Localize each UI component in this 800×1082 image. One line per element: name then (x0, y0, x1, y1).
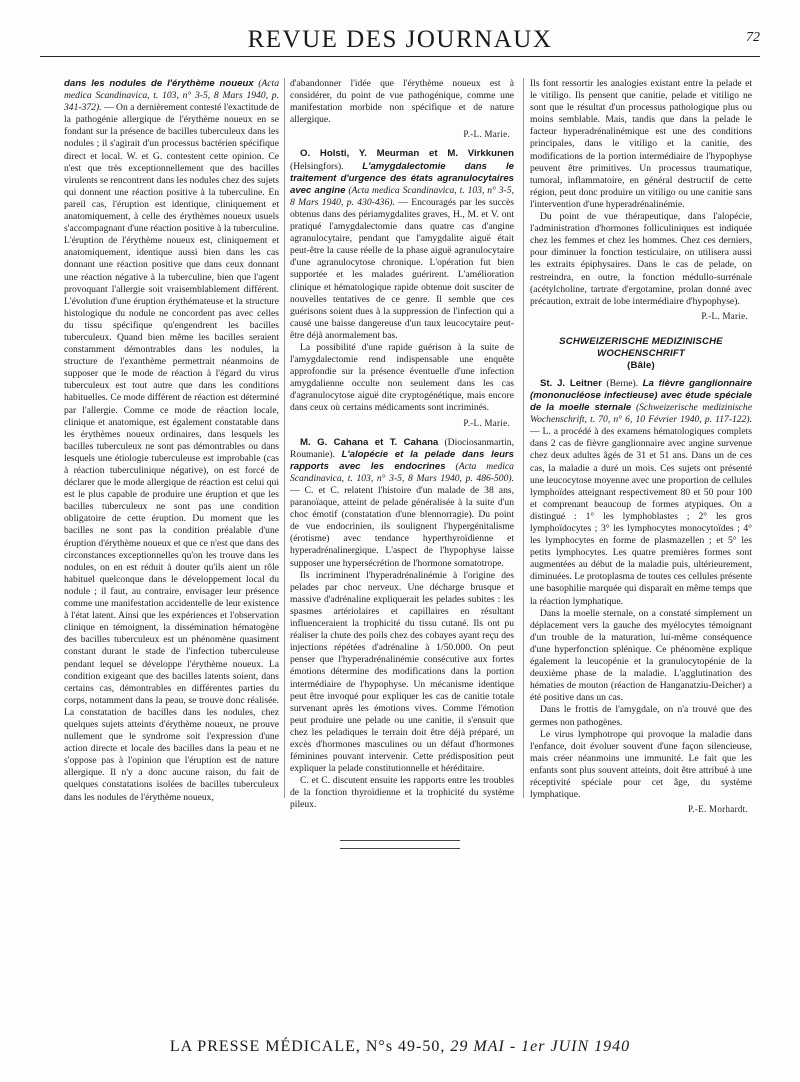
article-paragraph: Ils incriminent l'hyperadrénalinémie à l'origine des pelades par choc nerveux. Une décharge brusque et massive d'adrénaline expliquerait les pelades subites : les spasmes artériolaires et capillaires en résultant influenceraient la trophicité du tissu cutané. Ils ont pu réaliser la chute des poils chez des cobayes ayant reçu des injections répétées d'adrénaline à 1/50.000. On peut penser que l'hyperadrénalinémie consécutive aux fortes émotions détermine des modifications dans la portion intermédiaire de l'hypophyse. Un mécanisme identique peut être invoqué pour expliquer les cas de canitie totale survenant après les émotions vives. Comme l'émotion peut produire une pelade ou une canitie, il s'ensuit que chez les peladiques le terrain doit être déjà préparé, un excès d'hormones masculines ou un défaut d'hormones féminines pouvant intervenir. Cette prédisposition peut expliquer la pelade constitutionnelle et héréditaire. (290, 569, 514, 775)
article-title-continuation: dans les nodules de l'érythème noueux (64, 78, 254, 89)
article-title: La fièvre ganglionnaire (mononucléose infectieuse) avec étude spéciale de la moelle sternale (530, 377, 752, 414)
article-paragraph: Le virus lymphotrope qui provoque la maladie dans l'enfance, doit évoluer souvent d'une façon silencieuse, mais créer néanmoins une immunité. Le fait que les enfants sont plus souvent atteints, doit être attribué à une réceptivité spéciale pour cet âge, du système lymphatique. (530, 728, 752, 801)
article-reference: (Acta medica Scandinavica, t. 103, n° 3-5, 8 Mars 1940, p. 430-436). (290, 184, 514, 208)
article-leitner (530, 378, 752, 608)
article-paragraph: Dans le frottis de l'amygdale, on n'a trouvé que des germes non pathogènes. (530, 704, 752, 728)
article-authors: M. G. Cahana et T. Cahana (300, 436, 439, 448)
article-reference: (Schweizerische medizinische Wochenschrift, t. 70, n° 6, 10 Février 1940, p. 117-122). (530, 402, 752, 426)
article-authors: O. Holsti, Y. Meurman et M. Virkkunen (300, 148, 514, 160)
article-title: L'amygdalectomie dans le traitement d'urgence des états agranulocytaires avec angine (290, 160, 514, 196)
article-paragraph: Dans la moelle sternale, on a constaté simplement un déplacement vers la gauche des myélocytes témoignant d'un trouble de la maturation, lui-même conséquence d'une hyperfonction splénique. Ce phénomène explique également la leucopénie et la granulocytopénie de la deuxième phase de la maladie. L'agglutination des hématies de mouton (réaction de Hanganatziu-Deicher) a été positive dans un cas. (530, 607, 752, 704)
page-number: 72 (746, 30, 760, 45)
column-3 (530, 78, 752, 1008)
article-body: — On a dernièrement contesté l'exactitude de la pathogénie allergique de l'érythème noueux en se fondant sur la présence de bacilles tuberculeux dans les nodules ; il s'agirait d'un processus bactérien spécifique direct et local. W. et G. contestent cette opinion. Ce n'est que très exceptionnellement que des bacilles virulents se rencontrent dans les nodules chez des sujets qui donnent une réaction positive à la tuberculine. En pareil cas, l'éruption est identique, cliniquement et anatomiquement, à celle des érythèmes noueux usuels s'accompagnant d'une réaction positive à la tuberculine. L'éruption de l'érythème noueux est, cliniquement et anatomiquement, identique aussi bien dans les cas donnant une réaction positive que dans ceux donnant une réaction négative à la tuberculine, bien que l'agent provoquant l'allergie soit vraisemblablement différent. L'évolution d'une éruption érythémateuse et la structure histologique du nodule ne concordent pas avec celles du tissu spécifique qu'engendrent les bacilles tuberculeux. Quand bien même les bacilles seraient constamment démontrables dans les nodules, la structure de l'exanthème permettrait néanmoins de supposer que le mode de réaction à l'égard du virus tuberculeux est tout autre que dans les conditions habituelles. Ce mode différent de réaction est déterminé par l'allergie. Comme ce mode de réaction locale, clinique et anatomique, est également constatable dans les érythèmes noueux ordinaires, dans lesquels les bacilles tuberculeux ne sont pas démontrables ou dans lesquels une étiologie tuberculeuse est improbable (cas à réaction tuberculinique négative), on est forcé de déclarer que le mode allergique de réaction est celui qui est le plus capable de produire une éruption et que les bacilles tuberculeux ne sont pas une condition obligatoire de cette éruption. Du moment que les bacilles ne sont pas la condition préalable d'une éruption d'érythème noueux et que ce n'est que dans des circonstances exceptionnelles qu'on les trouve dans les nodules, on en est réduit à douter qu'ils aient un rôle habituel quelconque dans le développement local du nodule ; il faut, au contraire, envisager leur présence comme une manifestation accidentelle de leur existence à l'état latent. Ainsi que les expériences et l'observation clinique en témoignent, la dissémination hématogène des bacilles tuberculeux est un phénomène quasiment constant durant le stade de l'infection tuberculeuse pendant lequel se développe l'érythème noueux. La condition exigeant que des bacilles latents soient, dans certains cas, démontrables en différentes parties du corps, notamment dans la peau, se trouve donc réalisée. La constatation de bacilles dans les nodules, chez quelques sujets atteints d'érythème noueux, ne prouve nullement que le syndrome soit l'expression d'une action directe et locale des bacilles dans la peau et ne s'oppose pas à l'opinion que l'éruption est de nature allergique. Il n'y a donc aucune raison, du fait de quelques constatations isolées de bacilles tuberculeux dans les nodules de l'érythème noueux, (64, 102, 279, 803)
article-place: (Diociosanmartin, Roumanie). (290, 436, 514, 460)
author-signature: P.-L. Marie. (463, 129, 510, 140)
article-continuation: Ils font ressortir les analogies existant entre la pelade et le vitiligo. Ils pensent que canitie, pelade et vitiligo ne sont que le résultat d'un processus pathologique plus ou moins semblable. Mais, tandis que dans la pelade le facteur hyperadrénalinémique est une des conditions principales, dans le vitiligo et la canitie, des modifications de la portion intermédiaire de l'hypophyse peuvent être primitives. Un processus traumatique, tumoral, inflammatoire, en général destructif de cette région, peut donc produire un vitiligo ou une canitie sans l'intervention d'une hyperadrénalinémie. (530, 78, 752, 210)
article-reference: (Acta medica Scandinavica, t. 103, n° 3-5, 8 Mars 1940, p. 486-500). (290, 460, 514, 484)
article-body: — C. et C. relatent l'histoire d'un malade de 38 ans, paranoïaque, atteint de pelade généralisée à la suite d'un choc émotif (constatation d'une blennorragie). Du point de vue endocrinien, ils soulignent l'hypergénitalisme (érotisme) avec tendance hyperthyroïdienne et hyperadrénalinergique. L'aspect de l'hypophyse laisse supposer une hypersécrétion de l'hormone somatotrope. (290, 485, 514, 569)
footer-journal: LA PRESSE MÉDICALE, N°s 49-50, (169, 1038, 446, 1055)
column-2 (290, 78, 514, 1008)
column-divider (523, 78, 524, 798)
author-signature: P.-E. Morhardt. (688, 804, 748, 815)
footer-date: 29 MAI - 1er JUIN 1940 (450, 1038, 631, 1055)
page-footer (40, 1038, 760, 1056)
journal-section-heading (530, 336, 752, 372)
article-continuation: d'abandonner l'idée que l'érythème noueux est à considérer, du point de vue pathogénique, comme une manifestation morbide non spécifique et de nature allergique. (290, 78, 514, 126)
end-rule (340, 840, 460, 841)
page-header (40, 26, 760, 57)
article-reference: (Acta medica Scandinavica, t. 103, n° 3-5, 8 Mars 1940, p. 341-372). (64, 78, 279, 114)
journal-name: SCHWEIZERISCHE MEDIZINISCHE WOCHENSCHRIFT (559, 335, 723, 359)
article-place: (Berne). (606, 377, 639, 389)
author-signature: P.-L. Marie. (463, 417, 510, 428)
article-paragraph: C. et C. discutent ensuite les rapports entre les troubles de la fonction thyroïdienne et la trophicité du système pileux. (290, 775, 514, 811)
article-continuation (64, 78, 279, 804)
article-paragraph: La possibilité d'une rapide guérison à la suite de l'amygdalectomie rend indispensable une enquête approfondie sur la présence éventuelle d'une infection amygdalienne occulte non seulement dans les cas d'agranulocytose aiguë dite cryptogénétique, mais encore dans ceux où certains médicaments sont incriminés. (290, 341, 514, 414)
end-rule (340, 848, 460, 849)
journal-city: (Bâle) (627, 359, 655, 371)
article-holsti (290, 148, 514, 342)
article-cahana (290, 437, 514, 570)
page-title: REVUE DES JOURNAUX (247, 26, 553, 53)
article-authors: St. J. Leitner (540, 377, 602, 389)
author-signature: P.-L. Marie. (701, 310, 748, 321)
column-divider (284, 78, 285, 798)
article-body: — Encouragés par les succès obtenus dans des périamygdalites graves, H., M. et V. ont pratiqué l'amygdalectomie dans quatre cas d'angine agranulocytaire, pendant que l'amygdalite aiguë était peut-être la cause réelle de la phase aiguë agranulocytaire d'une agranulocytose chronique. L'opération fut bien supportée et les malades guérirent. L'amélioration clinique et hématologique rapide obtenue doit susciter de nouvelles tentatives de ce genre. Il semble que ces guérisons soient dues à la suppression de l'infection qui a causé une baisse dangereuse d'un taux leucocytaire peut-être déjà anormalement bas. (290, 196, 514, 341)
column-1 (64, 78, 279, 1008)
article-paragraph: Du point de vue thérapeutique, dans l'alopécie, l'administration d'hormones folliculiniques est indiquée chez les femmes et chez les hommes. Chez ces derniers, pour diminuer la fonction testiculaire, on utilisera aussi les extraits épiphysaires. Dans le cas de pelade, on restreindra, en outre, la fonction médullo-surrénale (acétylcholine, tartrate d'ergotamine, prolan donné avec précaution, extrait de lobe intermédiaire d'hypophyse). (530, 211, 752, 307)
article-body: — L. a procédé à des examens hématologiques complets dans 2 cas de fièvre ganglionnaire avec angine survenue chez deux adultes âgés de 31 et 51 ans. Dans un de ces cas, la maladie a duré un mois. Ces sujets ont présenté une leucocytose moyenne avec une proportion de cellules lymphoïdes atteignant respectivement 80 et 50 pour 100 et comprenant beaucoup de formes atypiques. On a distingué : 1° les lymphoblastes ; 2° les gros lymphoïdocytes ; 3° les lymphocytes monocytoïdes ; 4° les lymphocytes en forme de plasmazellen ; et 5° les petits lymphocytes. Les quatre premières formes sont augmentées au début de la maladie puis, ultérieurement, diminuées. Le protoplasma de toutes ces cellules présente une basophilie marquée qui disparaît en même temps que la réaction lymphatique. (530, 426, 752, 607)
article-title: L'alopécie et la pelade dans leurs rapports avec les endocrines (290, 448, 514, 472)
article-place: (Helsingfors). (290, 160, 344, 172)
